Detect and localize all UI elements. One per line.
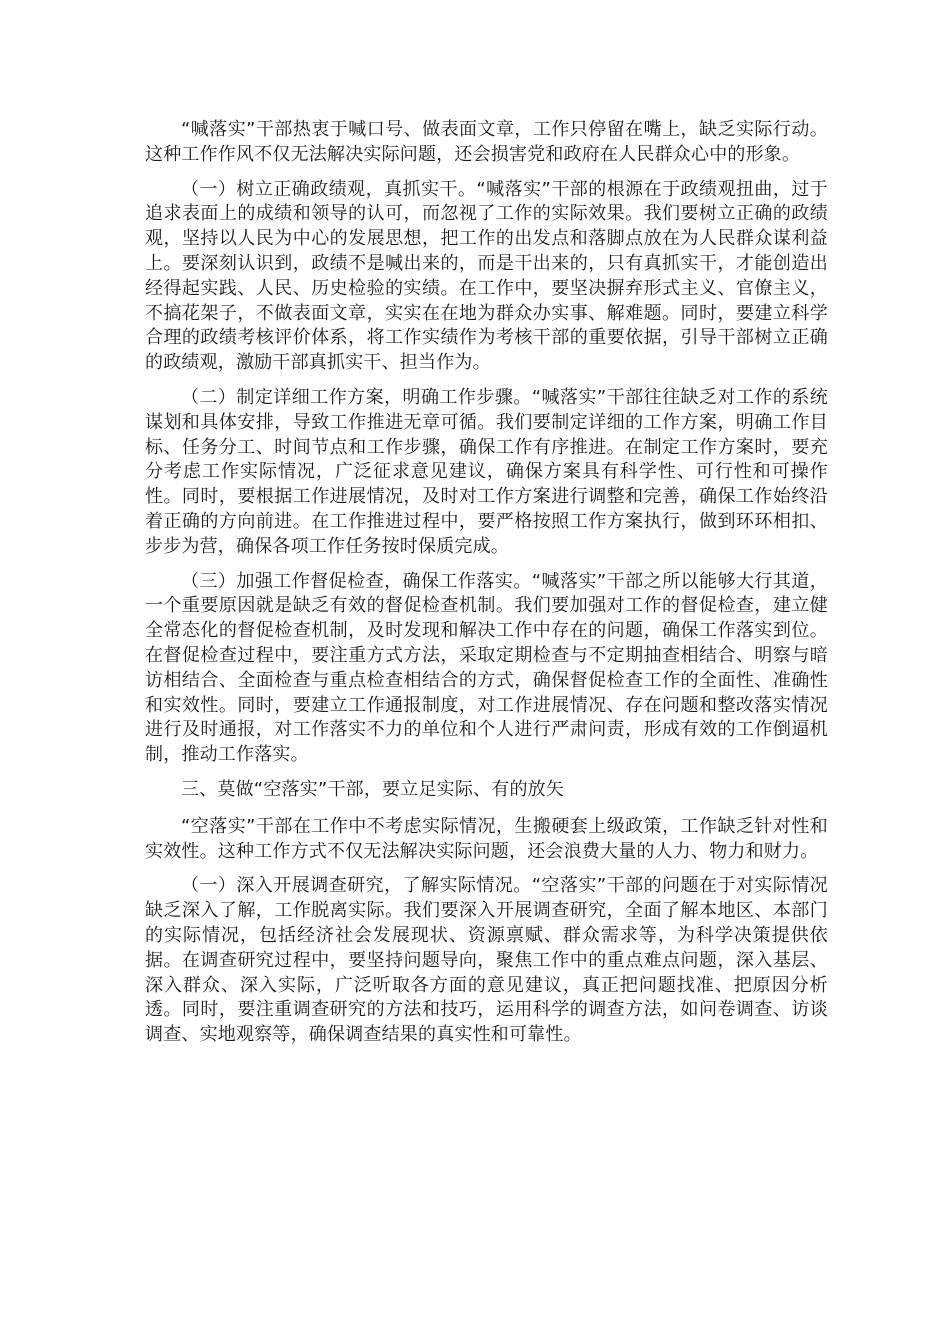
paragraph-research-section: （一）深入开展调查研究，了解实际情况。“空落实”干部的问题在于对实际情况缺乏深入了解，工作脱离实际。我们要深入开展调查研究，全面了解本地区、本部门的实际情况，包括经济社会发展现状、资源禀赋、群众需求等，为科学决策提供依据。在调查研究过程中，要坚持问题导向，聚焦工作中的重点难点问题，深入基层、深入群众、深入实际，广泛听取各方面的意见建议，真正把问题找准、把原因分析透。同时，要注重调查研究的方法和技巧，运用科学的调查方法，如问卷调查、访谈调查、实地观察等，确保调查结果的真实性和可靠性。: [145, 875, 828, 1046]
paragraph-section-1: （一）树立正确政绩观，真抓实干。“喊落实”干部的根源在于政绩观扭曲，过于追求表面上的成绩和领导的认可，而忽视了工作的实际效果。我们要树立正确的政绩观，坚持以人民为中心的发展思想，把工作的出发点和落脚点放在为人民群众谋利益上。要深刻认识到，政绩不是喊出来的，而是干出来的，只有真抓实干，才能创造出经得起实践、人民、历史检验的实绩。在工作中，要坚决摒弃形式主义、官僚主义，不搞花架子，不做表面文章，实实在在地为群众办实事、解难题。同时，要建立科学合理的政绩考核评价体系，将工作实绩作为考核干部的重要依据，引导干部树立正确的政绩观，激励干部真抓实干、担当作为。: [145, 178, 828, 374]
paragraph-section-3: （三）加强工作督促检查，确保工作落实。“喊落实”干部之所以能够大行其道，一个重要原因就是缺乏有效的督促检查机制。我们要加强对工作的督促检查，建立健全常态化的督促检查机制，及时发现和解决工作中存在的问题，确保工作落实到位。在督促检查过程中，要注重方式方法，采取定期检查与不定期抽查相结合、明察与暗访相结合、全面检查与重点检查相结合的方式，确保督促检查工作的全面性、准确性和实效性。同时，要建立工作通报制度，对工作进展情况、存在问题和整改落实情况进行及时通报，对工作落实不力的单位和个人进行严肃问责，形成有效的工作倒逼机制，推动工作落实。: [145, 570, 828, 766]
paragraph-intro-kong-luoshi: “空落实”干部在工作中不考虑实际情况，生搬硬套上级政策，工作缺乏针对性和实效性。这种工作方式不仅无法解决实际问题，还会浪费大量的人力、物力和财力。: [145, 815, 828, 862]
paragraph-intro-han-luoshi: “喊落实”干部热衷于喊口号、做表面文章，工作只停留在嘴上，缺乏实际行动。这种工作作风不仅无法解决实际问题，还会损害党和政府在人民群众心中的形象。: [145, 119, 828, 165]
document-body: [145, 118, 828, 1058]
paragraph-section-2: （二）制定详细工作方案，明确工作步骤。“喊落实”干部往往缺乏对工作的系统谋划和具体安排，导致工作推进无章可循。我们要制定详细的工作方案，明确工作目标、任务分工、时间节点和工作步骤，确保工作有序推进。在制定工作方案时，要充分考虑工作实际情况，广泛征求意见建议，确保方案具有科学性、可行性和可操作性。同时，要根据工作进展情况，及时对工作方案进行调整和完善，确保工作始终沿着正确的方向前进。在工作推进过程中，要严格按照工作方案执行，做到环环相扣、步步为营，确保各项工作任务按时保质完成。: [145, 386, 828, 557]
section-heading-kong-luoshi: 三、莫做“空落实”干部，要立足实际、有的放矢: [181, 778, 565, 800]
